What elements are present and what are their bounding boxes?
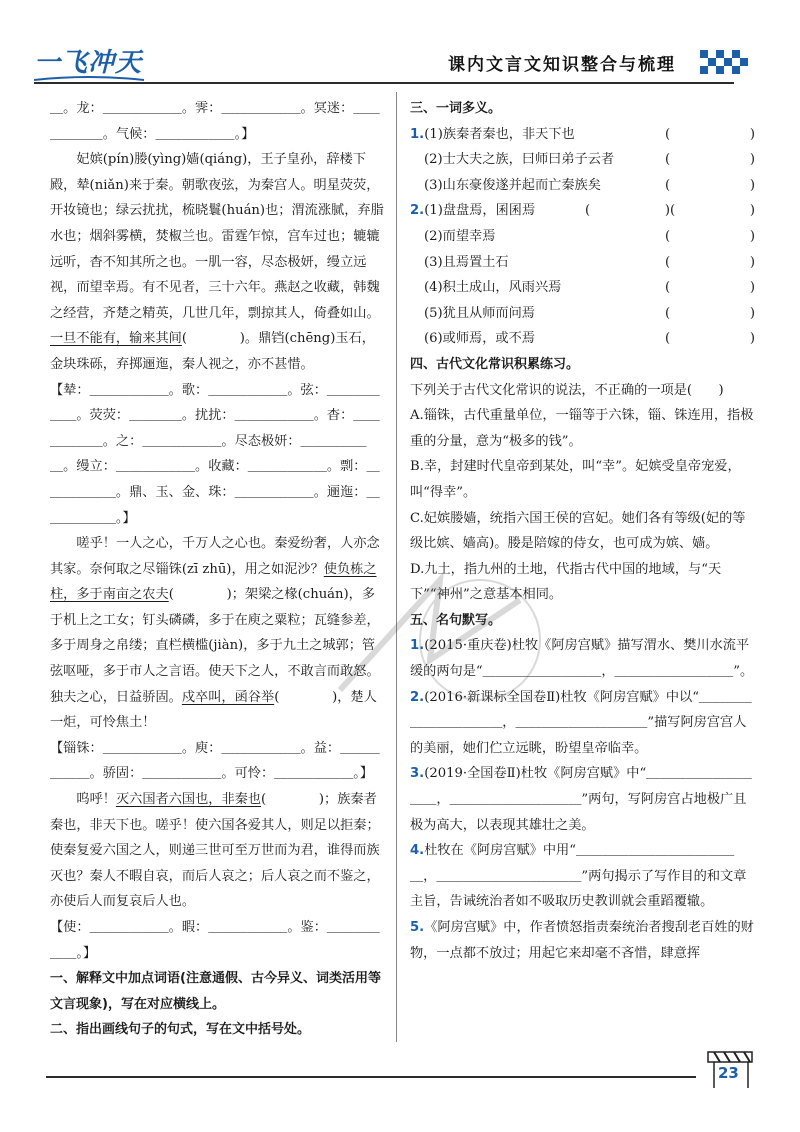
question-number: 2.	[410, 689, 425, 705]
vocab-block-2: 【辇：＿＿＿＿＿＿。歌：＿＿＿＿＿＿。弦：＿＿＿＿＿＿。荧荧：＿＿＿＿。扰扰：＿＿＿＿＿＿。杳：＿＿＿＿＿＿。之：＿＿＿＿＿＿。尽态极妍：＿＿＿＿＿＿。缦立：＿＿＿＿＿＿。收藏：＿＿＿＿＿＿。剽：＿＿＿＿＿＿。鼎、玉、金、珠：＿＿＿＿＿＿。逦迤：＿＿＿＿＿＿。】	[50, 382, 380, 526]
question-text: 杜牧在《阿房宫赋》中用“＿＿＿＿＿＿＿＿＿＿＿＿＿，＿＿＿＿＿＿＿＿＿＿＿”两句揭示了写作目的和文章主旨，告诫统治者如不吸取历史教训就会重蹈覆辙。	[410, 843, 747, 910]
list-item	[410, 122, 755, 148]
answer-paren[interactable]: ( )	[665, 126, 755, 142]
question-text: (6)或师焉，或不焉	[424, 331, 535, 347]
underlined-sentence: 戍卒叫，函谷举	[181, 689, 275, 705]
question-text: (1)族秦者秦也，非天下也	[424, 126, 575, 142]
header-rule	[34, 82, 734, 84]
answer-paren[interactable]: ( )	[665, 228, 755, 244]
page-number: 23	[718, 1064, 739, 1082]
option-c: C.妃嫔媵嫱，统指六国王侯的宫妃。她们各有等级(妃的等级比嫔、嫱高)。媵是陪嫁的侍女，也可成为嫔、嫱。	[410, 510, 746, 552]
question-text: (1)盘盘焉，囷囷焉	[424, 203, 536, 219]
underlined-sentence: 使负栋之柱，多于南亩之农夫	[50, 561, 377, 603]
question-text: (2015·重庆卷)杜牧《阿房宫赋》描写渭水、樊川水流平缓的两句是“＿＿＿＿＿＿＿＿＿，＿＿＿＿＿＿＿＿＿”。	[410, 638, 754, 680]
passage-text: ( )，楚人一炬，可怜焦土！	[50, 689, 377, 731]
right-column	[410, 96, 755, 966]
list-item	[410, 326, 755, 352]
option-b: B.幸，封建时代皇帝到某处，叫“幸”。妃嫔受皇帝宠爱，叫“得幸”。	[410, 459, 741, 500]
vocab-block-3: 【锱铢：＿＿＿＿＿＿。庾：＿＿＿＿＿＿。益：＿＿＿＿＿＿。骄固：＿＿＿＿＿＿。可怜：＿＿＿＿＿＿。】	[50, 740, 380, 782]
question-number: 2.	[410, 203, 425, 219]
watermark-logo-icon	[320, 540, 580, 740]
question-number: 4.	[410, 843, 425, 859]
option-d: D.九土，指九州的土地，代指古代中国的地域，与“天下”“神州”之意基本相同。	[410, 561, 722, 603]
section-4-heading: 四、古代文化常识积累练习。	[410, 356, 580, 372]
question-number: 1.	[410, 126, 425, 142]
question-number: 5.	[410, 920, 425, 935]
list-item	[410, 250, 755, 276]
question-text: (5)犹且从师而问焉	[424, 305, 535, 321]
option-a: A.锱铢，古代重量单位，一锱等于六铢，锱、铢连用，指极重的分量，意为“极多的钱”。	[410, 408, 754, 449]
question-number: 3.	[410, 766, 425, 782]
question-text: (2)而望幸焉	[424, 228, 496, 244]
question-1-group	[410, 122, 755, 199]
memorize-question-5	[410, 915, 755, 966]
answer-paren[interactable]: ( )	[665, 152, 755, 168]
memorize-question-3	[410, 761, 755, 838]
question-text: 《阿房宫赋》中，作者愤怒指责秦统治者搜刮老百姓的财物，一点都不放过；用起它来却毫不吝惜，肆意挥	[410, 920, 754, 961]
section-1-instruction: 一、解释文中加点词语(注意通假、古今异义、词类活用等文言现象)，写在对应横线上。	[50, 971, 381, 1012]
answer-paren[interactable]: ( )	[665, 280, 755, 296]
checker-decoration-icon	[700, 50, 752, 80]
passage-paragraph-2	[50, 147, 385, 377]
question-2-group	[410, 198, 755, 352]
list-item	[410, 275, 755, 301]
list-item	[410, 147, 755, 173]
passage-text: ( )；架梁之椽(chuán)，多于机上之工女；钉头磷磷，多于在庾之粟粒；瓦缝参差，多于周身之帛缕；直栏横槛(jiàn)，多于九土之城郭；管弦呕哑，多于市人之言语。使天下之人，不敢言而敢怒。独夫之心，日益骄固。	[50, 587, 380, 705]
answer-paren[interactable]: ( )	[665, 254, 755, 270]
section-5-heading: 五、名句默写。	[410, 612, 502, 628]
question-4-stem: 下列关于古代文化常识的说法，不正确的一项是( )	[410, 382, 724, 398]
vocab-block-4: 【使：＿＿＿＿＿＿。暇：＿＿＿＿＿＿。鉴：＿＿＿＿＿＿。】	[50, 920, 380, 961]
answer-paren[interactable]: ( )	[665, 305, 755, 321]
answer-paren[interactable]: ( )( )	[585, 203, 755, 219]
list-item	[410, 224, 755, 250]
question-text: (2016·新课标全国卷Ⅱ)杜牧《阿房宫赋》中以“＿＿＿＿＿＿＿＿＿＿＿，＿＿＿＿＿＿＿＿＿＿”描写阿房宫宫人的美丽，她们伫立远眺，盼望皇帝临幸。	[410, 689, 752, 756]
question-text: (2)士大夫之族，曰师曰弟子云者	[424, 152, 615, 168]
page-title: 课内文言文知识整合与梳理	[448, 55, 676, 75]
passage-text: ( )；族秦者秦也，非天下也。嗟乎！使六国各爱其人，则足以拒秦；使秦复爱六国之人，则递三世可至万世而为君，谁得而族灭也？秦人不暇自哀，而后人哀之；后人哀之而不鉴之，亦使后人而复哀后人也。	[50, 792, 380, 910]
brand-logo: 一飞冲天	[34, 48, 143, 78]
list-item	[410, 198, 755, 224]
passage-paragraph-4	[50, 787, 385, 915]
passage-text: ( )。鼎铛(chēng)玉石，金块珠砾，弃掷逦迤，秦人视之，亦不甚惜。	[50, 331, 375, 372]
footer-rule	[46, 1076, 696, 1078]
question-text: (4)积土成山，风雨兴焉	[424, 280, 562, 296]
memorize-question-4	[410, 838, 755, 915]
page-header	[0, 0, 800, 92]
passage-text: 呜呼！	[76, 792, 116, 808]
list-item	[410, 301, 755, 327]
section-2-instruction: 二、指出画线句子的句式，写在文中括号处。	[50, 1022, 311, 1038]
section-3-heading: 三、一词多义。	[410, 101, 502, 116]
underlined-sentence: 灭六国者六国也，非秦也	[115, 792, 262, 808]
passage-text: 妃嫔(pín)媵(yìng)嫱(qiáng)，王子皇孙，辞楼下殿，辇(niǎn)来于秦。朝歌夜弦，为秦宫人。明星荧荧，开妆镜也；绿云扰扰，梳晓鬟(huán)也；渭流涨腻，弃脂水也；烟斜雾横，焚椒兰也。雷霆乍惊，宫车过也；辘辘远听，杳不知其所之也。一肌一容，尽态极妍，缦立远视，而望幸焉。有不见者，三十六年。燕赵之收藏，韩魏之经营，齐楚之精英，几世几年，剽掠其人，倚叠如山。	[50, 152, 384, 321]
question-text: (3)且焉置土石	[424, 254, 509, 270]
answer-paren[interactable]: ( )	[665, 331, 755, 347]
answer-paren[interactable]: ( )	[665, 177, 755, 193]
question-text: (2019·全国卷Ⅱ)杜牧《阿房宫赋》中“＿＿＿＿＿＿＿＿＿＿，＿＿＿＿＿＿＿＿＿＿”两句，写阿房宫占地极广且极为高大，以表现其雄壮之美。	[410, 766, 752, 833]
question-number: 1.	[410, 638, 425, 654]
vocab-block-1: ＿。龙：＿＿＿＿＿＿。霁：＿＿＿＿＿＿。冥迷：＿＿＿＿＿＿。气候：＿＿＿＿＿＿。】	[50, 101, 380, 142]
question-text: (3)山东豪俊遂并起而亡秦族矣	[424, 177, 601, 193]
list-item	[410, 173, 755, 199]
passage-text: 嗟乎！一人之心，千万人之心也。秦爱纷奢，人亦念其家。奈何取之尽锱铢(zī zhū)，用之如泥沙？	[50, 536, 380, 577]
underlined-sentence: 一旦不能有，输来其间	[50, 331, 182, 347]
